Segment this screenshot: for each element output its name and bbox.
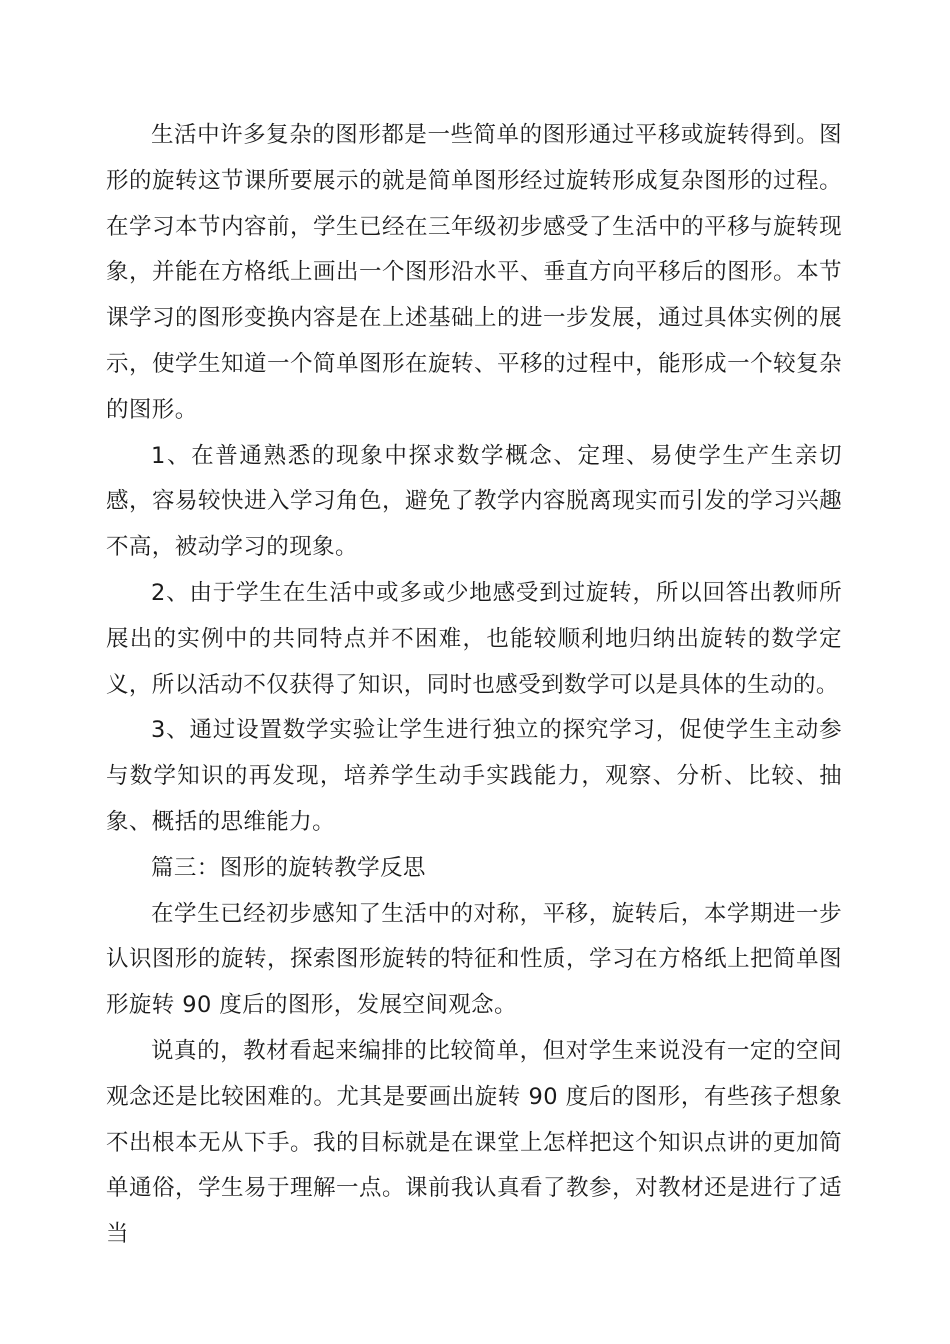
paragraph-point-1: 1、在普通熟悉的现象中探求数学概念、定理、易使学生产生亲切感，容易较快进入学习角色，避免了教学内容脱离现实而引发的学习兴趣不高，被动学习的现象。 xyxy=(106,442,842,561)
paragraph-section3-body: 说真的，教材看起来编排的比较简单，但对学生来说没有一定的空间观念还是比较困难的。尤其是要画出旋转 90 度后的图形，有些孩子想象不出根本无从下手。我的目标就是在课堂上怎样把这个知识点讲的更加简单通俗，学生易于理解一点。课前我认真看了教参，对教材还是进行了适当 xyxy=(106,1037,842,1248)
paragraph-point-2: 2、由于学生在生活中或多或少地感受到过旋转，所以回答出教师所展出的实例中的共同特点并不困难，也能较顺利地归纳出旋转的数学定义，所以活动不仅获得了知识，同时也感受到数学可以是具体的生动的。 xyxy=(106,579,842,698)
paragraph-intro: 生活中许多复杂的图形都是一些简单的图形通过平移或旋转得到。图形的旋转这节课所要展示的就是简单图形经过旋转形成复杂图形的过程。在学习本节内容前，学生已经在三年级初步感受了生活中的平移与旋转现象，并能在方格纸上画出一个图形沿水平、垂直方向平移后的图形。本节课学习的图形变换内容是在上述基础上的进一步发展，通过具体实例的展示，使学生知道一个简单图形在旋转、平移的过程中，能形成一个较复杂的图形。 xyxy=(106,122,842,423)
paragraph-section3-intro: 在学生已经初步感知了生活中的对称，平移，旋转后，本学期进一步认识图形的旋转，探索图形旋转的特征和性质，学习在方格纸上把简单图形旋转 90 度后的图形，发展空间观念。 xyxy=(106,900,842,1019)
section-heading: 篇三：图形的旋转教学反思 xyxy=(151,854,426,881)
paragraph-point-3: 3、通过设置数学实验让学生进行独立的探究学习，促使学生主动参与数学知识的再发现，培养学生动手实践能力，观察、分析、比较、抽象、概括的思维能力。 xyxy=(106,717,842,835)
